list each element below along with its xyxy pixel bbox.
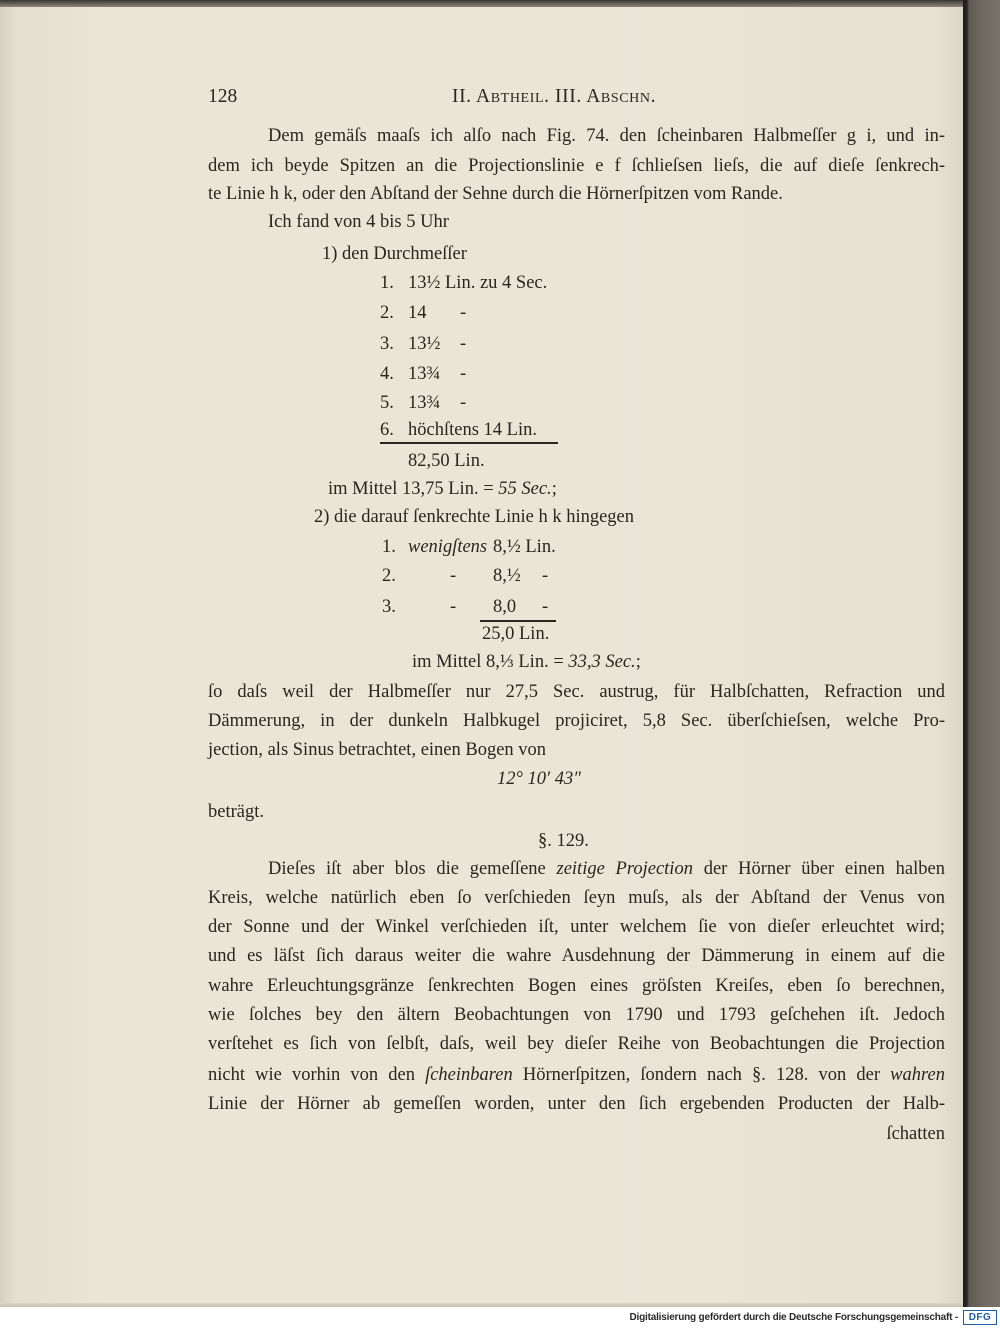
row-value: 13½ Lin. zu 4 Sec. [408,273,548,293]
row-number: 4. [380,364,394,384]
row-ditto-mark: - [542,597,549,617]
row-qualifier: wenigſtens [408,537,488,557]
dfg-logo: DFG [963,1310,997,1325]
mean-end: ; [551,479,557,499]
line-text: der Hörner über einen halben [692,859,945,879]
diameter-heading: 1) den Durchmeſſer [322,244,467,264]
section-line-9: Linie der Hörner ab gemeſſen worden, unter den ſich ergebenden Producten der Halb- [208,1094,945,1114]
row-number: 2. [380,303,394,323]
section-line-1 [268,858,945,880]
row-value: 13¾ [408,364,441,384]
perpendicular-row [382,565,548,587]
arc-value [497,768,581,790]
book-spine-edge [963,0,1000,1307]
section-line-3: der Sonne und der Winkel verſchieden iſt, unter welchem ſie von dieſer erleuchtet wird; [208,917,945,937]
row-number: 6. [380,420,394,440]
perpendicular-heading: 2) die darauf ſenkrechte Linie h k hingegen [314,507,635,527]
line-text: Dieſes iſt aber blos die gemeſſene [268,859,557,879]
mean-text: im Mittel 8,⅓ Lin. = [412,652,569,672]
perpendicular-sum: 25,0 Lin. [482,624,550,644]
diameter-sum: 82,50 Lin. [408,451,485,471]
row-value: 13¾ [408,393,441,413]
diameter-row [380,272,547,294]
line-emphasis: zeitige Projection [556,859,693,879]
intro-line-2: dem ich beyde Spitzen an die Projectionslinie e f ſchlieſsen lieſs, die auf dieſe ſenkrech- [208,156,945,176]
arc-value-text: 12° 10′ 43″ [497,769,581,789]
intro-found: Ich fand von 4 bis 5 Uhr [268,212,449,232]
row-value: 8,½ Lin. [493,537,556,557]
section-line-8 [208,1064,945,1086]
line-emphasis: ſcheinbaren [425,1065,513,1085]
row-ditto-mark: - [460,364,467,384]
line-emphasis: wahren [890,1065,945,1085]
funding-credit: Digitalisierung gefördert durch die Deutsche Forschungsgemeinschaft - [629,1312,958,1323]
row-value: 8,0 [493,597,517,617]
row-value: 13½ [408,334,441,354]
diameter-row [380,392,466,414]
sum-rule [480,620,556,622]
section-line-6: wie ſolches bey den ältern Beobachtungen von 1790 und 1793 geſchehen iſt. Jedoch [208,1005,945,1025]
diameter-mean [328,478,557,500]
diameter-row [380,419,537,441]
section-line-2: Kreis, welche natürlich eben ſo verſchieden ſeyn muſs, als der Abſtand der Venus von [208,888,945,908]
section-heading: §. 129. [538,831,589,851]
page-number: 128 [208,86,238,107]
row-ditto-mark: - [460,303,467,323]
row-number: 2. [382,566,396,586]
mean-text: im Mittel 13,75 Lin. = [328,479,499,499]
row-value: 14 [408,303,427,323]
section-line-5: wahre Erleuchtungsgränze ſenkrechten Bogen eines gröſsten Kreiſes, eben ſo berechnen, [208,976,945,996]
digitization-footer [0,1307,1000,1328]
mean-result: 33,3 Sec. [568,652,636,672]
conclusion-line-3: jection, als Sinus betrachtet, einen Bogen von [208,740,547,760]
row-ditto-mark: - [542,566,549,586]
perpendicular-mean [412,651,641,673]
row-number: 3. [382,597,396,617]
perpendicular-row [382,536,556,558]
book-top-edge [0,0,1000,7]
row-value: höchſtens 14 Lin. [408,420,537,440]
conclusion-line-1: ſo daſs weil der Halbmeſſer nur 27,5 Sec. austrug, für Halbſchatten, Refraction und [208,682,945,702]
conclusion-end: beträgt. [208,802,264,822]
diameter-row [380,333,466,355]
perpendicular-row [382,596,548,618]
section-line-7: verſtehet es ſich von ſelbſt, daſs, weil bey dieſer Reihe von Beobachtungen die Projection [208,1034,945,1054]
section-line-4: und es läſst ſich daraus weiter die wahre Ausdehnung der Dämmerung in einem auf die [208,946,945,966]
conclusion-line-2: Dämmerung, in der dunkeln Halbkugel projiciret, 5,8 Sec. überſchieſsen, welche Pro- [208,711,945,731]
row-ditto-mark: - [460,393,467,413]
row-number: 3. [380,334,394,354]
row-number: 1. [380,273,394,293]
row-number: 5. [380,393,394,413]
row-value: 8,½ [493,566,521,586]
diameter-row [380,363,466,385]
intro-line-1: Dem gemäſs maaſs ich alſo nach Fig. 74. den ſcheinbaren Halbmeſſer g i, und in- [268,126,945,146]
running-title: II. Abtheil. III. Abschn. [452,86,657,107]
row-ditto-mark: - [450,597,457,617]
mean-end: ; [635,652,641,672]
row-number: 1. [382,537,396,557]
sum-rule [380,442,558,444]
line-text: Hörnerſpitzen, ſondern nach §. 128. von der [512,1065,891,1085]
catchword: ſchatten [886,1124,945,1144]
diameter-row [380,302,466,324]
line-text: nicht wie vorhin von den [208,1065,426,1085]
intro-line-3: te Linie h k, oder den Abſtand der Sehne durch die Hörnerſpitzen vom Rande. [208,184,783,204]
mean-result: 55 Sec. [498,479,552,499]
row-ditto-mark: - [450,566,457,586]
row-ditto-mark: - [460,334,467,354]
